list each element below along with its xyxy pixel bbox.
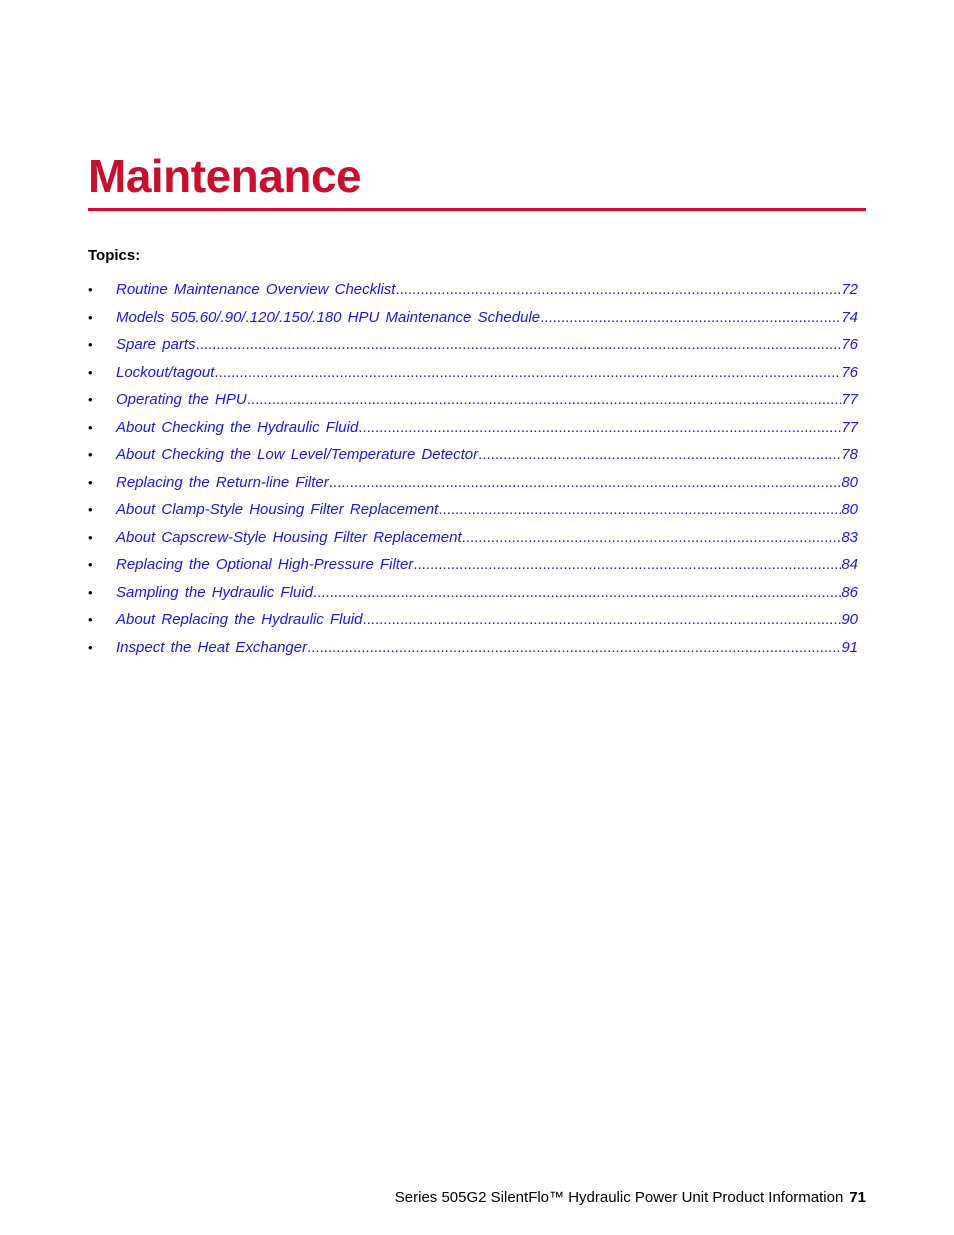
dot-leader xyxy=(196,336,842,354)
toc-item xyxy=(88,611,858,639)
bullet-icon: • xyxy=(88,392,93,407)
toc-link-capscrew-style-filter[interactable] xyxy=(116,529,858,547)
topics-label: Topics: xyxy=(88,247,141,264)
toc-item xyxy=(88,584,858,612)
toc-item xyxy=(88,281,858,309)
toc-page-number: 76 xyxy=(841,336,858,353)
toc-page-number: 90 xyxy=(841,611,858,628)
dot-leader xyxy=(313,584,841,602)
toc-link-spare-parts[interactable] xyxy=(116,336,858,354)
toc-item xyxy=(88,364,858,392)
toc-link-heat-exchanger[interactable] xyxy=(116,639,858,657)
bullet-icon: • xyxy=(88,474,93,490)
toc-page-number: 80 xyxy=(841,501,858,518)
dot-leader xyxy=(438,501,841,519)
toc-item xyxy=(88,501,858,529)
toc-link-return-line-filter[interactable] xyxy=(116,474,858,492)
dot-leader xyxy=(478,446,841,464)
toc-link-level-temperature-detector[interactable] xyxy=(116,446,858,464)
toc-link-lockout-tagout[interactable] xyxy=(116,364,858,382)
toc-item xyxy=(88,446,858,474)
bullet-icon: • xyxy=(88,447,93,462)
bullet-icon: • xyxy=(88,309,93,325)
toc-page-number: 80 xyxy=(841,473,858,491)
toc-page-number: 91 xyxy=(841,638,858,656)
bullet-icon: • xyxy=(88,419,93,435)
dot-leader xyxy=(358,419,841,437)
toc-link-text: About Checking the Low Level/Temperature Detector xyxy=(116,446,479,463)
toc-link-text: Replacing the Optional High-Pressure Filter xyxy=(116,556,414,573)
toc-item xyxy=(88,556,858,584)
toc-link-replacing-hydraulic-fluid[interactable] xyxy=(116,611,858,629)
toc-page-number: 76 xyxy=(841,363,858,381)
dot-leader xyxy=(247,391,842,409)
toc-page-number: 74 xyxy=(841,308,858,326)
toc-item xyxy=(88,309,858,337)
dot-leader xyxy=(540,309,841,327)
toc-page-number: 78 xyxy=(841,446,858,463)
toc-page-number: 77 xyxy=(841,418,858,436)
bullet-icon: • xyxy=(88,337,93,352)
bullet-icon: • xyxy=(88,639,93,655)
toc-link-checking-hydraulic-fluid[interactable] xyxy=(116,419,858,437)
dot-leader xyxy=(395,281,841,299)
dot-leader xyxy=(214,364,841,382)
footer-document-title: Series 505G2 SilentFlo™ Hydraulic Power Unit Product Information xyxy=(394,1189,844,1206)
dot-leader xyxy=(413,556,841,574)
bullet-icon: • xyxy=(88,282,93,297)
toc-link-hpu-maintenance-schedule[interactable] xyxy=(116,309,858,327)
toc-item xyxy=(88,419,858,447)
dot-leader xyxy=(329,474,842,492)
bullet-icon: • xyxy=(88,502,93,517)
bullet-icon: • xyxy=(88,584,93,600)
toc-page-number: 86 xyxy=(841,583,858,601)
toc-item xyxy=(88,639,858,667)
toc-link-text: About Checking the Hydraulic Fluid xyxy=(116,418,359,436)
toc-link-text: Replacing the Return-line Filter xyxy=(116,473,329,491)
bullet-icon: • xyxy=(88,364,93,380)
dot-leader xyxy=(462,529,842,547)
toc-item xyxy=(88,529,858,557)
toc-link-routine-maintenance-checklist[interactable] xyxy=(116,281,858,299)
page-footer xyxy=(395,1189,866,1207)
footer-page-number: 71 xyxy=(849,1189,866,1206)
title-divider xyxy=(88,208,866,211)
topics-list xyxy=(88,281,858,666)
toc-item xyxy=(88,336,858,364)
toc-item xyxy=(88,391,858,419)
toc-page-number: 77 xyxy=(841,391,858,408)
dot-leader xyxy=(307,639,841,657)
toc-link-text: About Capscrew-Style Housing Filter Replacement xyxy=(116,528,462,546)
toc-page-number: 84 xyxy=(841,556,858,573)
toc-page-number: 72 xyxy=(841,281,858,298)
bullet-icon: • xyxy=(88,557,93,572)
toc-link-text: Spare parts xyxy=(116,336,196,353)
toc-link-operating-hpu[interactable] xyxy=(116,391,858,409)
toc-link-text: About Replacing the Hydraulic Fluid xyxy=(116,611,363,628)
toc-link-text: Operating the HPU xyxy=(116,391,247,408)
toc-link-text: Sampling the Hydraulic Fluid xyxy=(116,583,313,601)
toc-item xyxy=(88,474,858,502)
toc-link-text: Models 505.60/.90/.120/.150/.180 HPU Maintenance Schedule xyxy=(116,308,541,326)
toc-link-text: Routine Maintenance Overview Checklist xyxy=(116,281,396,298)
toc-link-text: Inspect the Heat Exchanger xyxy=(116,638,308,656)
toc-link-text: About Clamp-Style Housing Filter Replacement xyxy=(116,501,439,518)
toc-link-high-pressure-filter[interactable] xyxy=(116,556,858,574)
page-title: Maintenance xyxy=(88,150,362,202)
toc-link-sampling-hydraulic-fluid[interactable] xyxy=(116,584,858,602)
toc-link-text: Lockout/tagout xyxy=(116,363,215,381)
dot-leader xyxy=(362,611,841,629)
bullet-icon: • xyxy=(88,529,93,545)
toc-link-clamp-style-filter[interactable] xyxy=(116,501,858,519)
bullet-icon: • xyxy=(88,612,93,627)
toc-page-number: 83 xyxy=(841,528,858,546)
